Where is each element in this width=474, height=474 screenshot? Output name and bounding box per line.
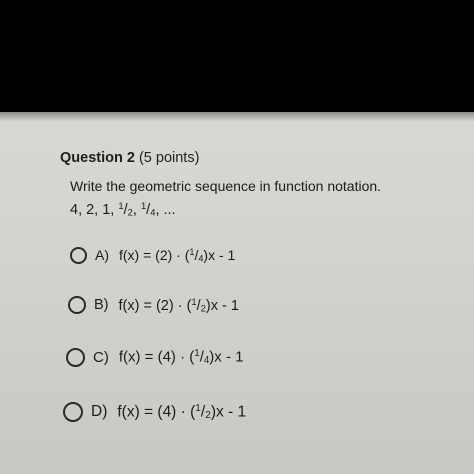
option-b-rhs: )x - 1 [205, 298, 239, 315]
sequence-prefix: 4, 2, 1, [70, 202, 119, 219]
option-d-expression [117, 403, 246, 422]
option-c[interactable] [66, 345, 243, 369]
option-b-lhs: f(x) = (2) · ( [118, 298, 192, 315]
option-a[interactable] [70, 243, 235, 267]
question-points: (5 points) [138, 150, 200, 166]
radio-button-d[interactable] [63, 402, 83, 422]
option-d-denominator: 2 [205, 409, 211, 421]
option-a-denominator: 4 [198, 253, 204, 264]
option-a-numerator: 1 [189, 246, 195, 257]
radio-button-b[interactable] [68, 296, 86, 314]
question-header [60, 150, 199, 166]
option-b-letter: B) [94, 297, 109, 313]
option-b-numerator: 1 [191, 295, 197, 307]
sequence-fraction-2-denominator: 4 [150, 206, 156, 218]
option-d-numerator: 1 [195, 402, 201, 414]
option-c-rhs: )x - 1 [209, 348, 244, 366]
option-a-expression [119, 247, 235, 263]
option-d[interactable] [63, 400, 246, 424]
sequence-separator: , [132, 202, 141, 219]
option-c-expression [119, 348, 244, 366]
quiz-screen [0, 112, 474, 474]
option-c-lhs: f(x) = (4) · ( [118, 348, 195, 366]
sequence-fraction-1-slash: / [123, 202, 128, 219]
option-d-slash: / [200, 403, 206, 421]
option-d-rhs: )x - 1 [210, 403, 247, 421]
option-b[interactable] [68, 293, 239, 317]
question-prompt: Write the geometric sequence in function notation. [70, 178, 382, 194]
question-title: Question 2 [60, 150, 135, 166]
option-d-lhs: f(x) = (4) · ( [117, 403, 196, 421]
option-a-slash: / [194, 246, 199, 263]
sequence-fraction-2-numerator: 1 [140, 200, 147, 211]
sequence-fraction-1-numerator: 1 [118, 200, 124, 211]
sequence-fraction-1-denominator: 2 [127, 206, 133, 218]
option-b-expression [119, 296, 239, 314]
option-a-rhs: )x - 1 [203, 246, 236, 263]
sequence-text [70, 200, 176, 218]
option-c-letter: C) [93, 348, 109, 366]
option-a-lhs: f(x) = (2) · ( [119, 246, 190, 263]
option-c-numerator: 1 [194, 348, 200, 360]
option-b-slash: / [196, 298, 201, 315]
sequence-suffix: , ... [155, 202, 176, 219]
option-b-denominator: 2 [200, 302, 206, 314]
radio-button-c[interactable] [66, 348, 85, 367]
option-a-letter: A) [95, 247, 109, 263]
option-d-letter: D) [91, 403, 108, 420]
sequence-fraction-2-slash: / [146, 202, 151, 219]
radio-button-a[interactable] [70, 247, 87, 264]
option-c-slash: / [199, 348, 204, 366]
option-c-denominator: 4 [203, 354, 210, 366]
